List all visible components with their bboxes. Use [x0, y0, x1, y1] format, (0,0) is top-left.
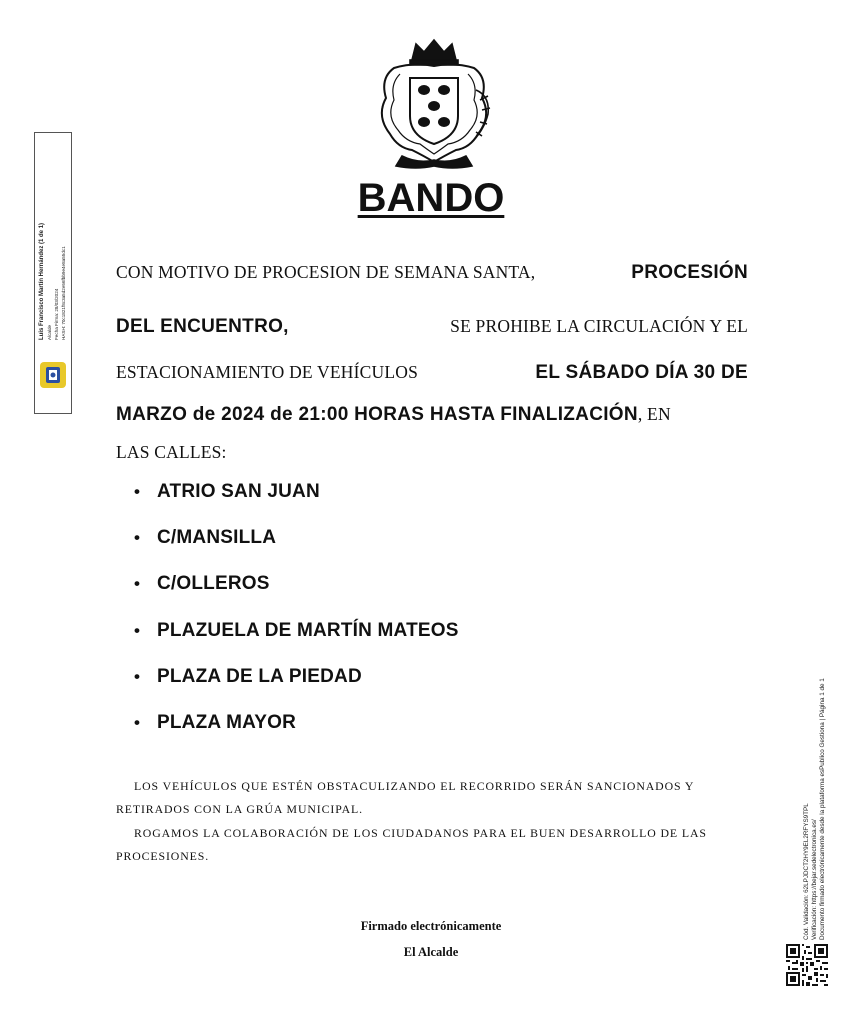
- verification-url: Verificación: https://bejar.sedelectronica.es/: [811, 819, 818, 940]
- coat-of-arms-icon: [372, 38, 496, 170]
- note-2-line-2: PROCESIONES.: [116, 849, 210, 863]
- street-item: • C/MANSILLA: [134, 527, 276, 549]
- document-title: BANDO: [357, 176, 505, 220]
- signed-electronically: Firmado electrónicamente: [360, 919, 502, 933]
- note-1-line-1: LOS VEHÍCULOS QUE ESTÉN OBSTACULIZANDO EL RECORRIDO SERÁN SANCIONADOS Y: [134, 779, 695, 793]
- body-line-1: CON MOTIVO DE PROCESION DE SEMANA SANTA, PROCESIÓN: [116, 262, 748, 283]
- municipal-logo-icon: [38, 360, 68, 390]
- body-line-3: ESTACIONAMIENTO DE VEHÍCULOS EL SÁBADO DÍA 30 DE: [116, 362, 748, 383]
- body-line-2: DEL ENCUENTRO, SE PROHIBE LA CIRCULACIÓN Y EL: [116, 316, 748, 337]
- street-item: • PLAZA MAYOR: [134, 712, 296, 734]
- signature-date: Fecha Firma: 28/03/2024: [54, 288, 59, 340]
- signer-title: El Alcalde: [403, 945, 459, 959]
- street-item: • PLAZA DE LA PIEDAD: [134, 666, 362, 688]
- document-signed-note: Documento firmado electrónicamente desde la plataforma esPublico Gestiona | Página 1 de 1: [819, 678, 826, 940]
- note-2-line-1: ROGAMOS LA COLABORACIÓN DE LOS CIUDADANOS PARA EL BUEN DESARROLLO DE LAS: [134, 826, 707, 840]
- street-item: • ATRIO SAN JUAN: [134, 481, 320, 503]
- note-1-line-2: RETIRADOS CON LA GRÚA MUNICIPAL.: [116, 802, 363, 816]
- signature-hash: HASH: 70c1821f8c3a5d2e56fbb9e4e8a55dc1: [61, 246, 66, 340]
- street-item: • C/OLLEROS: [134, 573, 270, 595]
- street-item: • PLAZUELA DE MARTÍN MATEOS: [134, 620, 459, 642]
- signer-name: Luis Francisco Martín Hernández (1 de 1): [39, 222, 45, 340]
- body-line-5: LAS CALLES:: [116, 442, 227, 462]
- validation-code: Cód. Validación: 62LPJDCT2HY9EL2RFYS9TPL: [803, 803, 810, 940]
- signer-role: Alcalde: [47, 324, 52, 340]
- body-line-4: MARZO de 2024 de 21:00 HORAS HASTA FINALIZACIÓN, EN: [116, 404, 671, 425]
